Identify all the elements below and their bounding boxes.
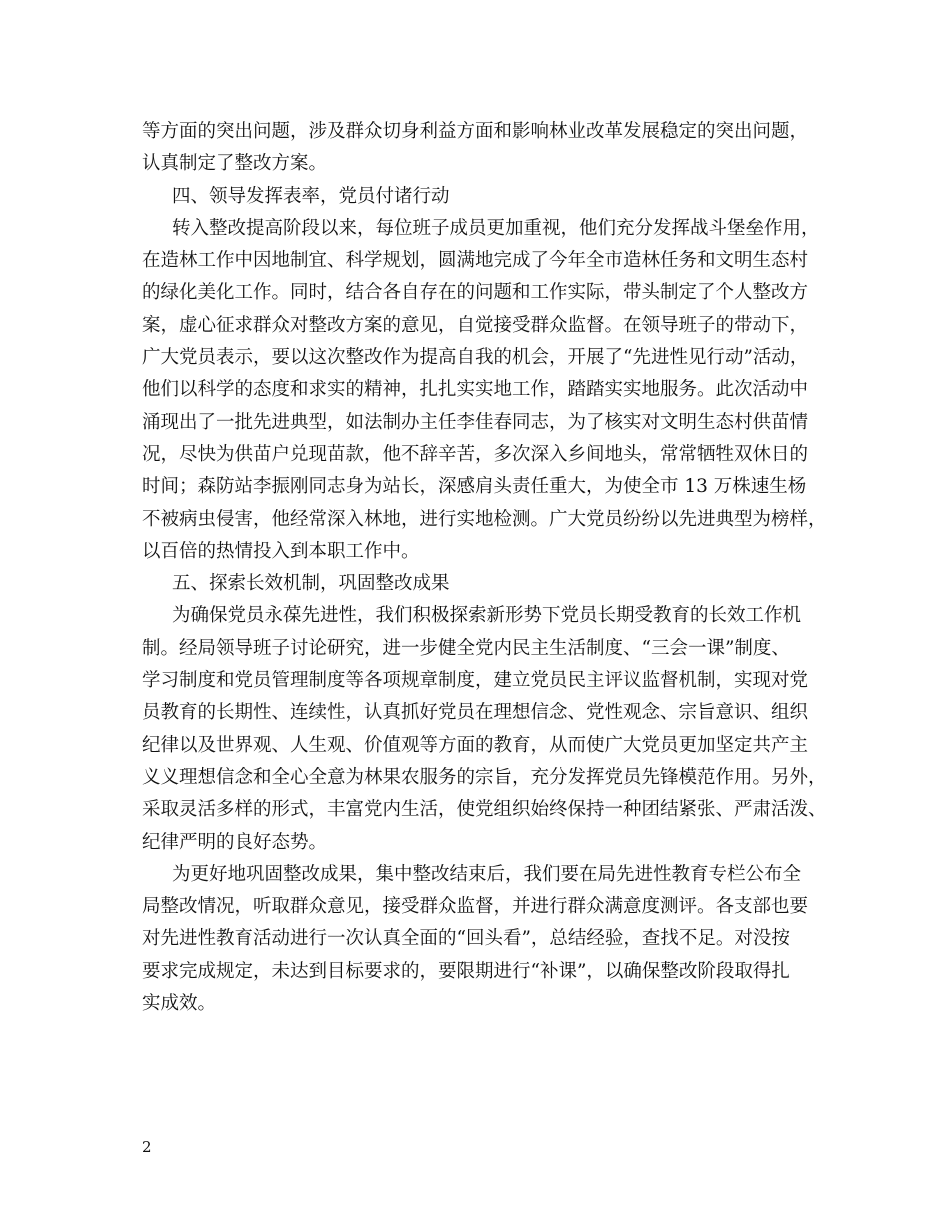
text-line: 在造林工作中因地制宜、科学规划，圆满地完成了今年全市造林任务和文明生态村 [142, 250, 809, 272]
text-line: 不被病虫侵害，他经常深入林地，进行实地检测。广大党员纷纷以先进典型为榜样， [142, 508, 827, 530]
text-line: 学习制度和党员管理制度等各项规章制度，建立党员民主评议监督机制，实现对党 [142, 670, 809, 692]
text-line: 广大党员表示，要以这次整改作为提高自我的机会，开展了“先进性见行动”活动， [142, 347, 809, 369]
text-line: 制。经局领导班子讨论研究，进一步健全党内民主生活制度、“三会一课”制度、 [142, 637, 790, 659]
text-line: 的绿化美化工作。同时，结合各自存在的问题和工作实际，带头制定了个人整改方 [142, 282, 809, 304]
text-line: 对先进性教育活动进行一次认真全面的“回头看”，总结经验，查找不足。对没按 [142, 928, 790, 950]
text-line: 员教育的长期性、连续性，认真抓好党员在理想信念、党性观念、宗旨意识、组织 [142, 702, 809, 724]
text-line: 等方面的突出问题，涉及群众切身利益方面和影响林业改革发展稳定的突出问题， [142, 121, 809, 142]
text-line: 实成效。 [142, 993, 217, 1015]
text-line: 以百倍的热情投入到本职工作中。 [142, 540, 420, 562]
text-line: 局整改情况，听取群众意见，接受群众监督，并进行群众满意度测评。各支部也要 [142, 896, 809, 918]
text-line: 况，尽快为供苗户兑现苗款，他不辞辛苦，多次深入乡间地头，常常牺牲双休日的 [142, 443, 809, 465]
text-line: 为更好地巩固整改成果，集中整改结束后，我们要在局先进性教育专栏公布全 [172, 863, 802, 885]
text-line: 认真制定了整改方案。 [142, 153, 328, 175]
text-line: 要求完成规定，未达到目标要求的，要限期进行“补课”，以确保整改阶段取得扎 [142, 960, 790, 982]
page-number: 2 [142, 1138, 152, 1156]
text-line: 涌现出了一批先进典型，如法制办主任李佳春同志，为了核实对文明生态村供苗情 [142, 411, 809, 433]
text-line: 纪律以及世界观、人生观、价值观等方面的教育，从而使广大党员更加坚定共产主 [142, 734, 809, 756]
text-line: 采取灵活多样的形式，丰富党内生活，使党组织始终保持一种团结紧张、严肃活泼、 [142, 799, 827, 821]
text-line: 五、探索长效机制，巩固整改成果 [172, 573, 450, 595]
text-line: 四、领导发挥表率，党员付诸行动 [172, 185, 450, 207]
text-line: 他们以科学的态度和求实的精神，扎扎实实地工作，踏踏实实地服务。此次活动中 [142, 379, 809, 401]
text-line: 纪律严明的良好态势。 [142, 831, 328, 853]
text-line: 时间；森防站李振刚同志身为站长，深感肩头责任重大，为使全市 13 万株速生杨 [142, 476, 807, 498]
text-line: 案，虚心征求群众对整改方案的意见，自觉接受群众监督。在领导班子的带动下， [142, 314, 809, 336]
text-line: 为确保党员永葆先进性，我们积极探索新形势下党员长期受教育的长效工作机 [172, 605, 802, 627]
text-line: 义义理想信念和全心全意为林果农服务的宗旨，充分发挥党员先锋模范作用。另外， [142, 766, 827, 788]
body-text [142, 116, 832, 1020]
text-line: 转入整改提高阶段以来，每位班子成员更加重视，他们充分发挥战斗堡垒作用， [172, 217, 820, 239]
